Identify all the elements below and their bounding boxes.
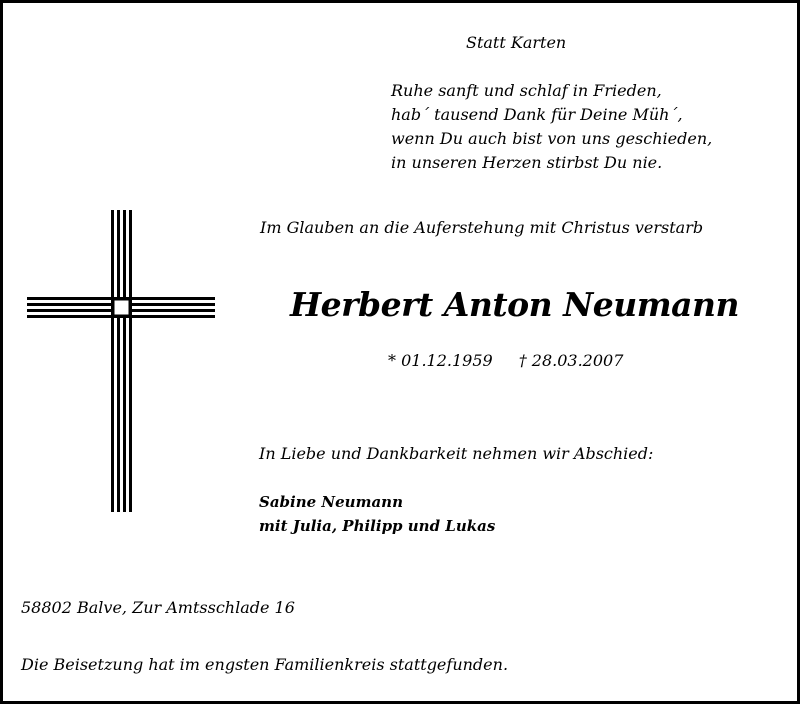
cross-icon <box>23 208 219 516</box>
deceased-name: Herbert Anton Neumann <box>290 285 740 324</box>
poem-line: Ruhe sanft und schlaf in Frieden, <box>391 81 662 100</box>
poem-line: wenn Du auch bist von uns geschieden, <box>391 129 713 148</box>
address-text: 58802 Balve, Zur Amtsschlade 16 <box>21 598 295 617</box>
poem <box>391 79 712 175</box>
life-dates <box>388 353 623 369</box>
death-date: † 28.03.2007 <box>518 351 624 370</box>
mourner-line: mit Julia, Philipp und Lukas <box>259 517 496 535</box>
burial-note: Die Beisetzung hat im engsten Familienkreis stattgefunden. <box>21 655 509 674</box>
intro-text: Im Glauben an die Auferstehung mit Christus verstarb <box>260 218 704 237</box>
mourner-line: Sabine Neumann <box>259 493 403 511</box>
poem-line: in unseren Herzen stirbst Du nie. <box>391 153 663 172</box>
header-text: Statt Karten <box>466 33 567 52</box>
birth-date: * 01.12.1959 <box>388 351 493 370</box>
poem-line: hab´ tausend Dank für Deine Müh´, <box>391 105 683 124</box>
mourners-list <box>259 490 495 538</box>
farewell-text: In Liebe und Dankbarkeit nehmen wir Abschied: <box>259 444 654 463</box>
